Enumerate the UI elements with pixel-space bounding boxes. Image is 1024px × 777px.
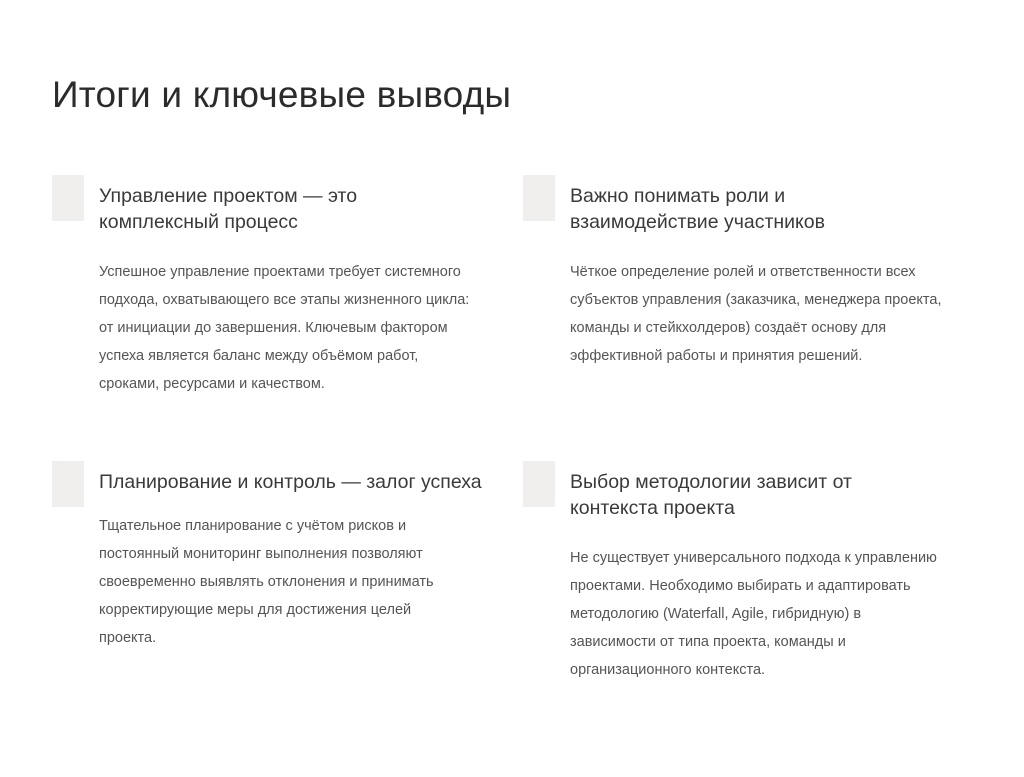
slide-title: Итоги и ключевые выводы (52, 74, 512, 115)
block-text: Не существует универсального подхода к управлению проектами. Необходимо выбирать и адаптировать методологию (Waterfall, Agile, гибридную) в зависимости от типа проекта, команды и организационного контекста. (570, 550, 937, 678)
block-marker (52, 461, 84, 507)
block-marker (52, 175, 84, 221)
block-text: Успешное управление проектами требует системного подхода, охватывающего все этапы жизненного цикла: от инициации до завершения. Ключевым фактором успеха является баланс между объёмом работ, сроками, ресурсами и качеством. (99, 264, 470, 392)
block-heading: Управление проектом — это комплексный процесс (99, 185, 358, 233)
block-text: Чёткое определение ролей и ответственности всех субъектов управления (заказчика, менеджера проекта, команды и стейкхолдеров) создаёт основу для эффективной работы и принятия решений. (570, 264, 942, 364)
block-heading: Планирование и контроль — залог успеха (99, 471, 482, 493)
block-marker (523, 175, 555, 221)
block-marker (523, 461, 555, 507)
block-heading: Важно понимать роли и взаимодействие участников (570, 185, 826, 233)
block-text: Тщательное планирование с учётом рисков и постоянный мониторинг выполнения позволяют своевременно выявлять отклонения и принимать корректирующие меры для достижения целей проекта. (99, 518, 434, 646)
block-heading: Выбор методологии зависит от контекста проекта (570, 471, 852, 519)
